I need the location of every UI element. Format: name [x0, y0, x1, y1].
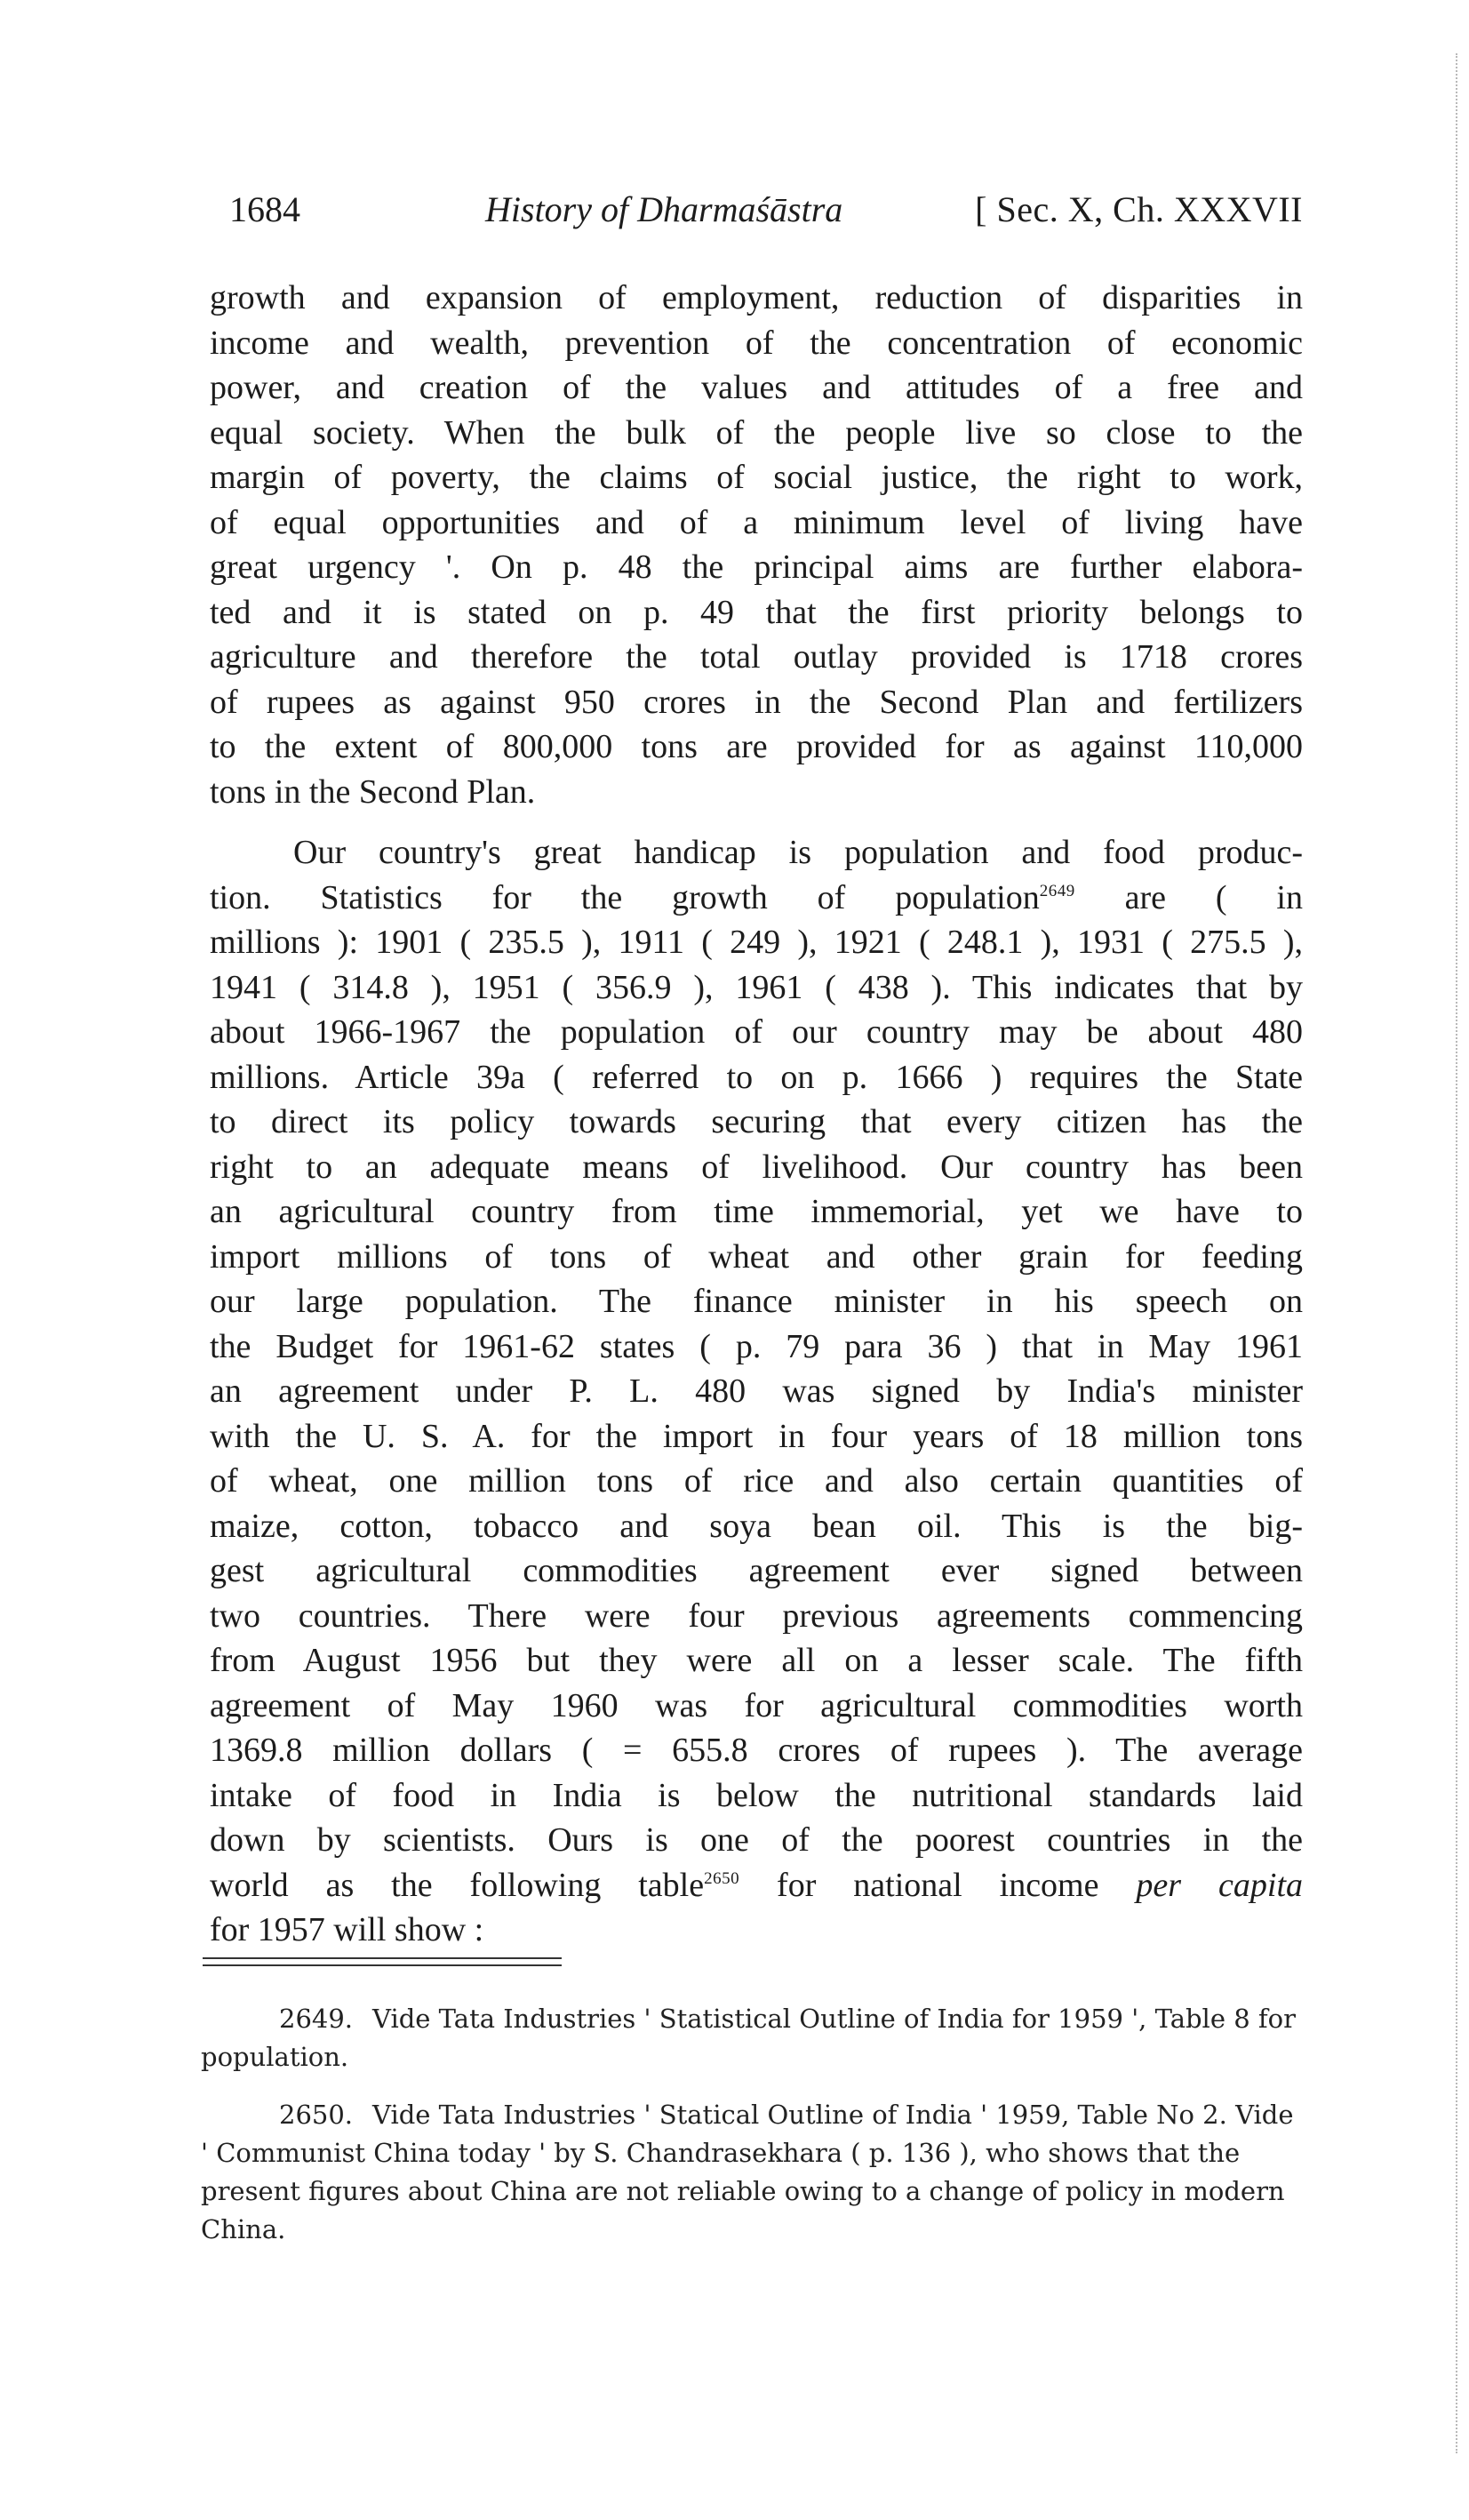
footnote-ref-2649: 2649 [1039, 881, 1075, 900]
footnote-text: Vide Tata Industries ' Statistical Outline of India for 1959 ', Table 8 for population. [201, 2004, 1296, 2072]
text-line: 1369.8 million dollars ( = 655.8 crores of rupees ). The average [210, 1732, 1303, 1769]
text-line: the Budget for 1961-62 states ( p. 79 para 36 ) that in May 1961 [210, 1327, 1303, 1365]
text-line: ted and it is stated on p. 49 that the first priority belongs to [210, 593, 1303, 631]
text-line: an agricultural country from time immemorial, yet we have to [210, 1193, 1303, 1230]
text-line: our large population. The finance minister in his speech on [210, 1283, 1303, 1320]
text-line: agriculture and therefore the total outlay provided is 1718 crores [210, 638, 1303, 676]
paragraph-1 [210, 276, 1303, 814]
text-line: right to an adequate means of livelihood. Our country has been [210, 1148, 1303, 1186]
text-line: 1941 ( 314.8 ), 1951 ( 356.9 ), 1961 ( 438 ). This indicates that by [210, 968, 1303, 1006]
running-header [229, 188, 1303, 242]
text-line: of equal opportunities and of a minimum level of living have [210, 503, 1303, 541]
text-line: gest agricultural commodities agreement ever signed between [210, 1552, 1303, 1589]
footnote-ref-2650: 2650 [704, 1868, 740, 1888]
text-line: income and wealth, prevention of the concentration of economic [210, 324, 1303, 362]
text-line: from August 1956 but they were all on a lesser scale. The fifth [210, 1642, 1303, 1679]
text-line: for 1957 will show : [210, 1911, 484, 1948]
text-line: great urgency '. On p. 48 the principal aims are further elabora- [210, 548, 1303, 586]
footnote-text: Vide Tata Industries ' Statical Outline of India ' 1959, Table No 2. Vide ' Communist China today ' by S. Chandrasekhara ( p. 136 ), who shows that the present figures about China are not reliable owing to a change of policy in modern China. [201, 2100, 1294, 2244]
text-line: down by scientists. Ours is one of the poorest countries in the [210, 1821, 1303, 1859]
footnote-2650 [201, 2096, 1303, 2249]
text-segment: are ( in [1074, 878, 1303, 916]
text-line: power, and creation of the values and attitudes of a free and [210, 369, 1303, 406]
text-line: Our country's great handicap is population and food produc- [293, 834, 1303, 871]
text-line: two countries. There were four previous agreements commencing [210, 1596, 1303, 1635]
footnote-rule-bottom [203, 1964, 562, 1966]
text-line: to the extent of 800,000 tons are provided for as against 110,000 [210, 728, 1303, 765]
italic-phrase: per capita [1136, 1866, 1303, 1904]
text-segment: for national income [739, 1866, 1137, 1904]
text-line: millions ): 1901 ( 235.5 ), 1911 ( 249 ), 1921 ( 248.1 ), 1931 ( 275.5 ), [210, 924, 1303, 961]
text-line: import millions of tons of wheat and other grain for feeding [210, 1237, 1303, 1276]
text-line: of rupees as against 950 crores in the Second Plan and fertilizers [210, 683, 1303, 721]
text-line [210, 1863, 1303, 1908]
page-number: 1684 [229, 189, 300, 229]
footnote-number: 2649. [279, 2004, 354, 2034]
text-line: maize, cotton, tobacco and soya bean oil. This is the big- [210, 1507, 1303, 1545]
text-line: intake of food in India is below the nutritional standards laid [210, 1776, 1303, 1814]
text-segment: tion. Statistics for the growth of population [210, 878, 1040, 916]
footnote-number: 2650. [279, 2100, 354, 2130]
scan-edge-line [1456, 53, 1457, 2453]
main-text [210, 276, 1303, 1953]
section-reference: [ Sec. X, Ch. XXXVII [975, 189, 1303, 229]
text-line: about 1966-1967 the population of our country may be about 480 [210, 1013, 1303, 1051]
text-line: tons in the Second Plan. [210, 772, 536, 811]
text-line [210, 876, 1303, 921]
footnotes [201, 2000, 1303, 2249]
text-line: growth and expansion of employment, reduction of disparities in [210, 279, 1303, 316]
running-title: History of Dharmaśāstra [485, 189, 843, 229]
text-line: millions. Article 39a ( referred to on p. 1666 ) requires the State [210, 1058, 1303, 1096]
footnote-rule-top [203, 1957, 562, 1959]
text-line: of wheat, one million tons of rice and also certain quantities of [210, 1462, 1303, 1500]
text-line: margin of poverty, the claims of social justice, the right to work, [210, 459, 1303, 496]
text-line: agreement of May 1960 was for agricultural commodities worth [210, 1686, 1303, 1724]
text-line: an agreement under P. L. 480 was signed by India's minister [210, 1372, 1303, 1410]
paragraph-2 [210, 830, 1303, 1953]
text-line: with the U. S. A. for the import in four years of 18 million tons [210, 1417, 1303, 1455]
text-line: to direct its policy towards securing that every citizen has the [210, 1103, 1303, 1140]
text-line: equal society. When the bulk of the people live so close to the [210, 413, 1303, 452]
footnote-2649 [201, 2000, 1303, 2076]
text-segment: world as the following table [210, 1866, 705, 1904]
